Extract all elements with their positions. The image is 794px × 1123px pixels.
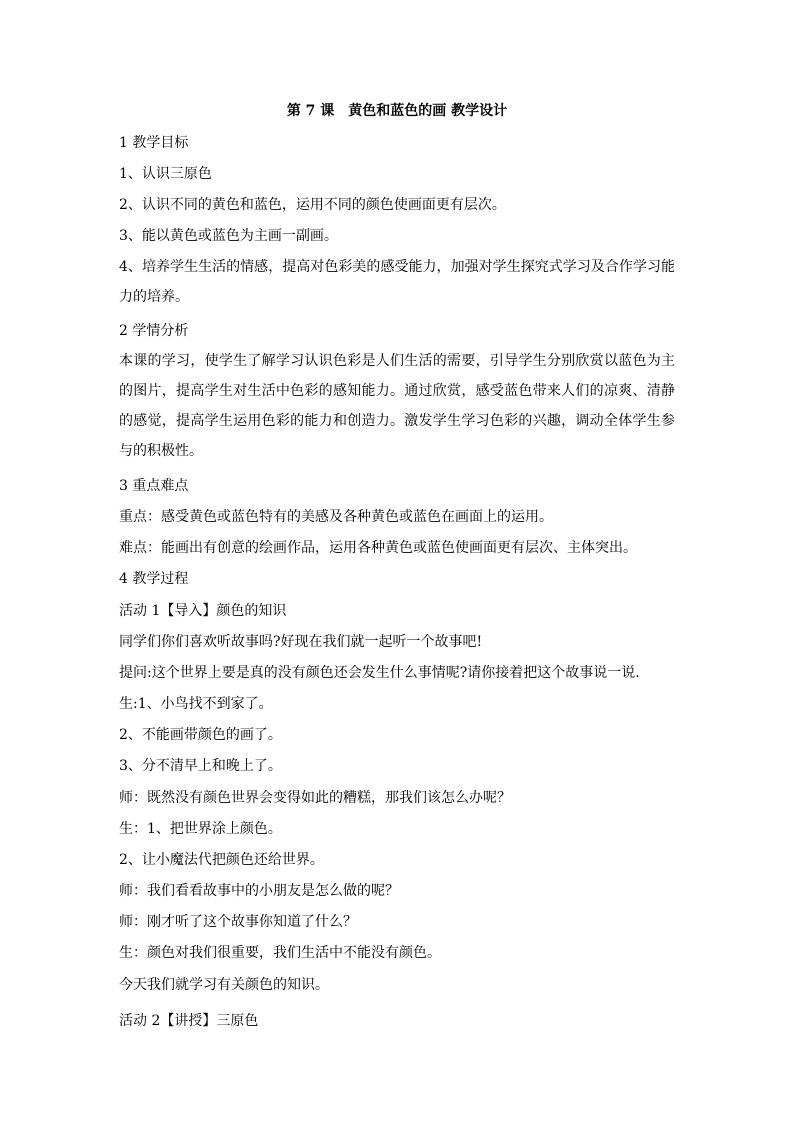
difficulty-text: 难点：能画出有创意的绘画作品，运用各种黄色或蓝色使画面更有层次、主体突出。	[119, 540, 637, 556]
goal-item-3: 3、能以黄色或蓝色为主画一副画。	[119, 228, 338, 244]
process-line: 生:1、小鸟找不到家了。	[119, 696, 273, 712]
process-line: 师：既然没有颜色世界会变得如此的糟糕，那我们该怎么办呢？	[119, 790, 511, 806]
process-line: 活动 1【导入】颜色的知识	[119, 603, 287, 619]
section-heading-analysis: 2 学情分析	[119, 323, 189, 339]
section-heading-keypoints: 3 重点难点	[119, 478, 189, 494]
section-heading-goals: 1 教学目标	[119, 135, 189, 151]
key-point-text: 重点：感受黄色或蓝色特有的美感及各种黄色或蓝色在画面上的运用。	[119, 509, 553, 525]
goal-item-1: 1、认识三原色	[119, 166, 212, 182]
process-line: 2、不能画带颜色的画了。	[119, 727, 282, 743]
analysis-paragraph: 本课的学习，使学生了解学习认识色彩是人们生活的需要，引导学生分别欣赏以蓝色为主的图片，提高学生对生活中色彩的感知能力。通过欣赏，感受蓝色带来人们的凉爽、清静的感觉，提高学生运用色彩的能力和创造力。激发学生学习色彩的兴趣，调动全体学生参与的积极性。	[119, 353, 675, 459]
process-line: 生：颜色对我们很重要，我们生活中不能没有颜色。	[119, 945, 441, 961]
section-heading-process: 4 教学过程	[119, 571, 189, 587]
process-line: 师：我们看看故事中的小朋友是怎么做的呢？	[119, 883, 399, 899]
process-line: 今天我们就学习有关颜色的知识。	[119, 977, 329, 993]
process-line: 同学们你们喜欢听故事吗?好现在我们就一起听一个故事吧!	[119, 634, 483, 650]
process-line: 生：1、把世界涂上颜色。	[119, 821, 282, 837]
page-title: 第 7 课 黄色和蓝色的画 教学设计	[286, 103, 508, 119]
process-line: 师：刚才听了这个故事你知道了什么？	[119, 914, 357, 930]
process-line: 活动 2【讲授】三原色	[119, 1013, 259, 1029]
process-line: 3、分不清早上和晚上了。	[119, 758, 282, 774]
goal-item-2: 2、认识不同的黄色和蓝色，运用不同的颜色使画面更有层次。	[119, 197, 506, 213]
process-line: 提问:这个世界上要是真的没有颜色还会发生什么事情呢?请你接着把这个故事说一说.	[119, 665, 640, 681]
goal-item-4: 4、培养学生生活的情感，提高对色彩美的感受能力，加强对学生探究式学习及合作学习能力的培养。	[119, 259, 675, 305]
process-line: 2、让小魔法代把颜色还给世界。	[119, 852, 324, 868]
